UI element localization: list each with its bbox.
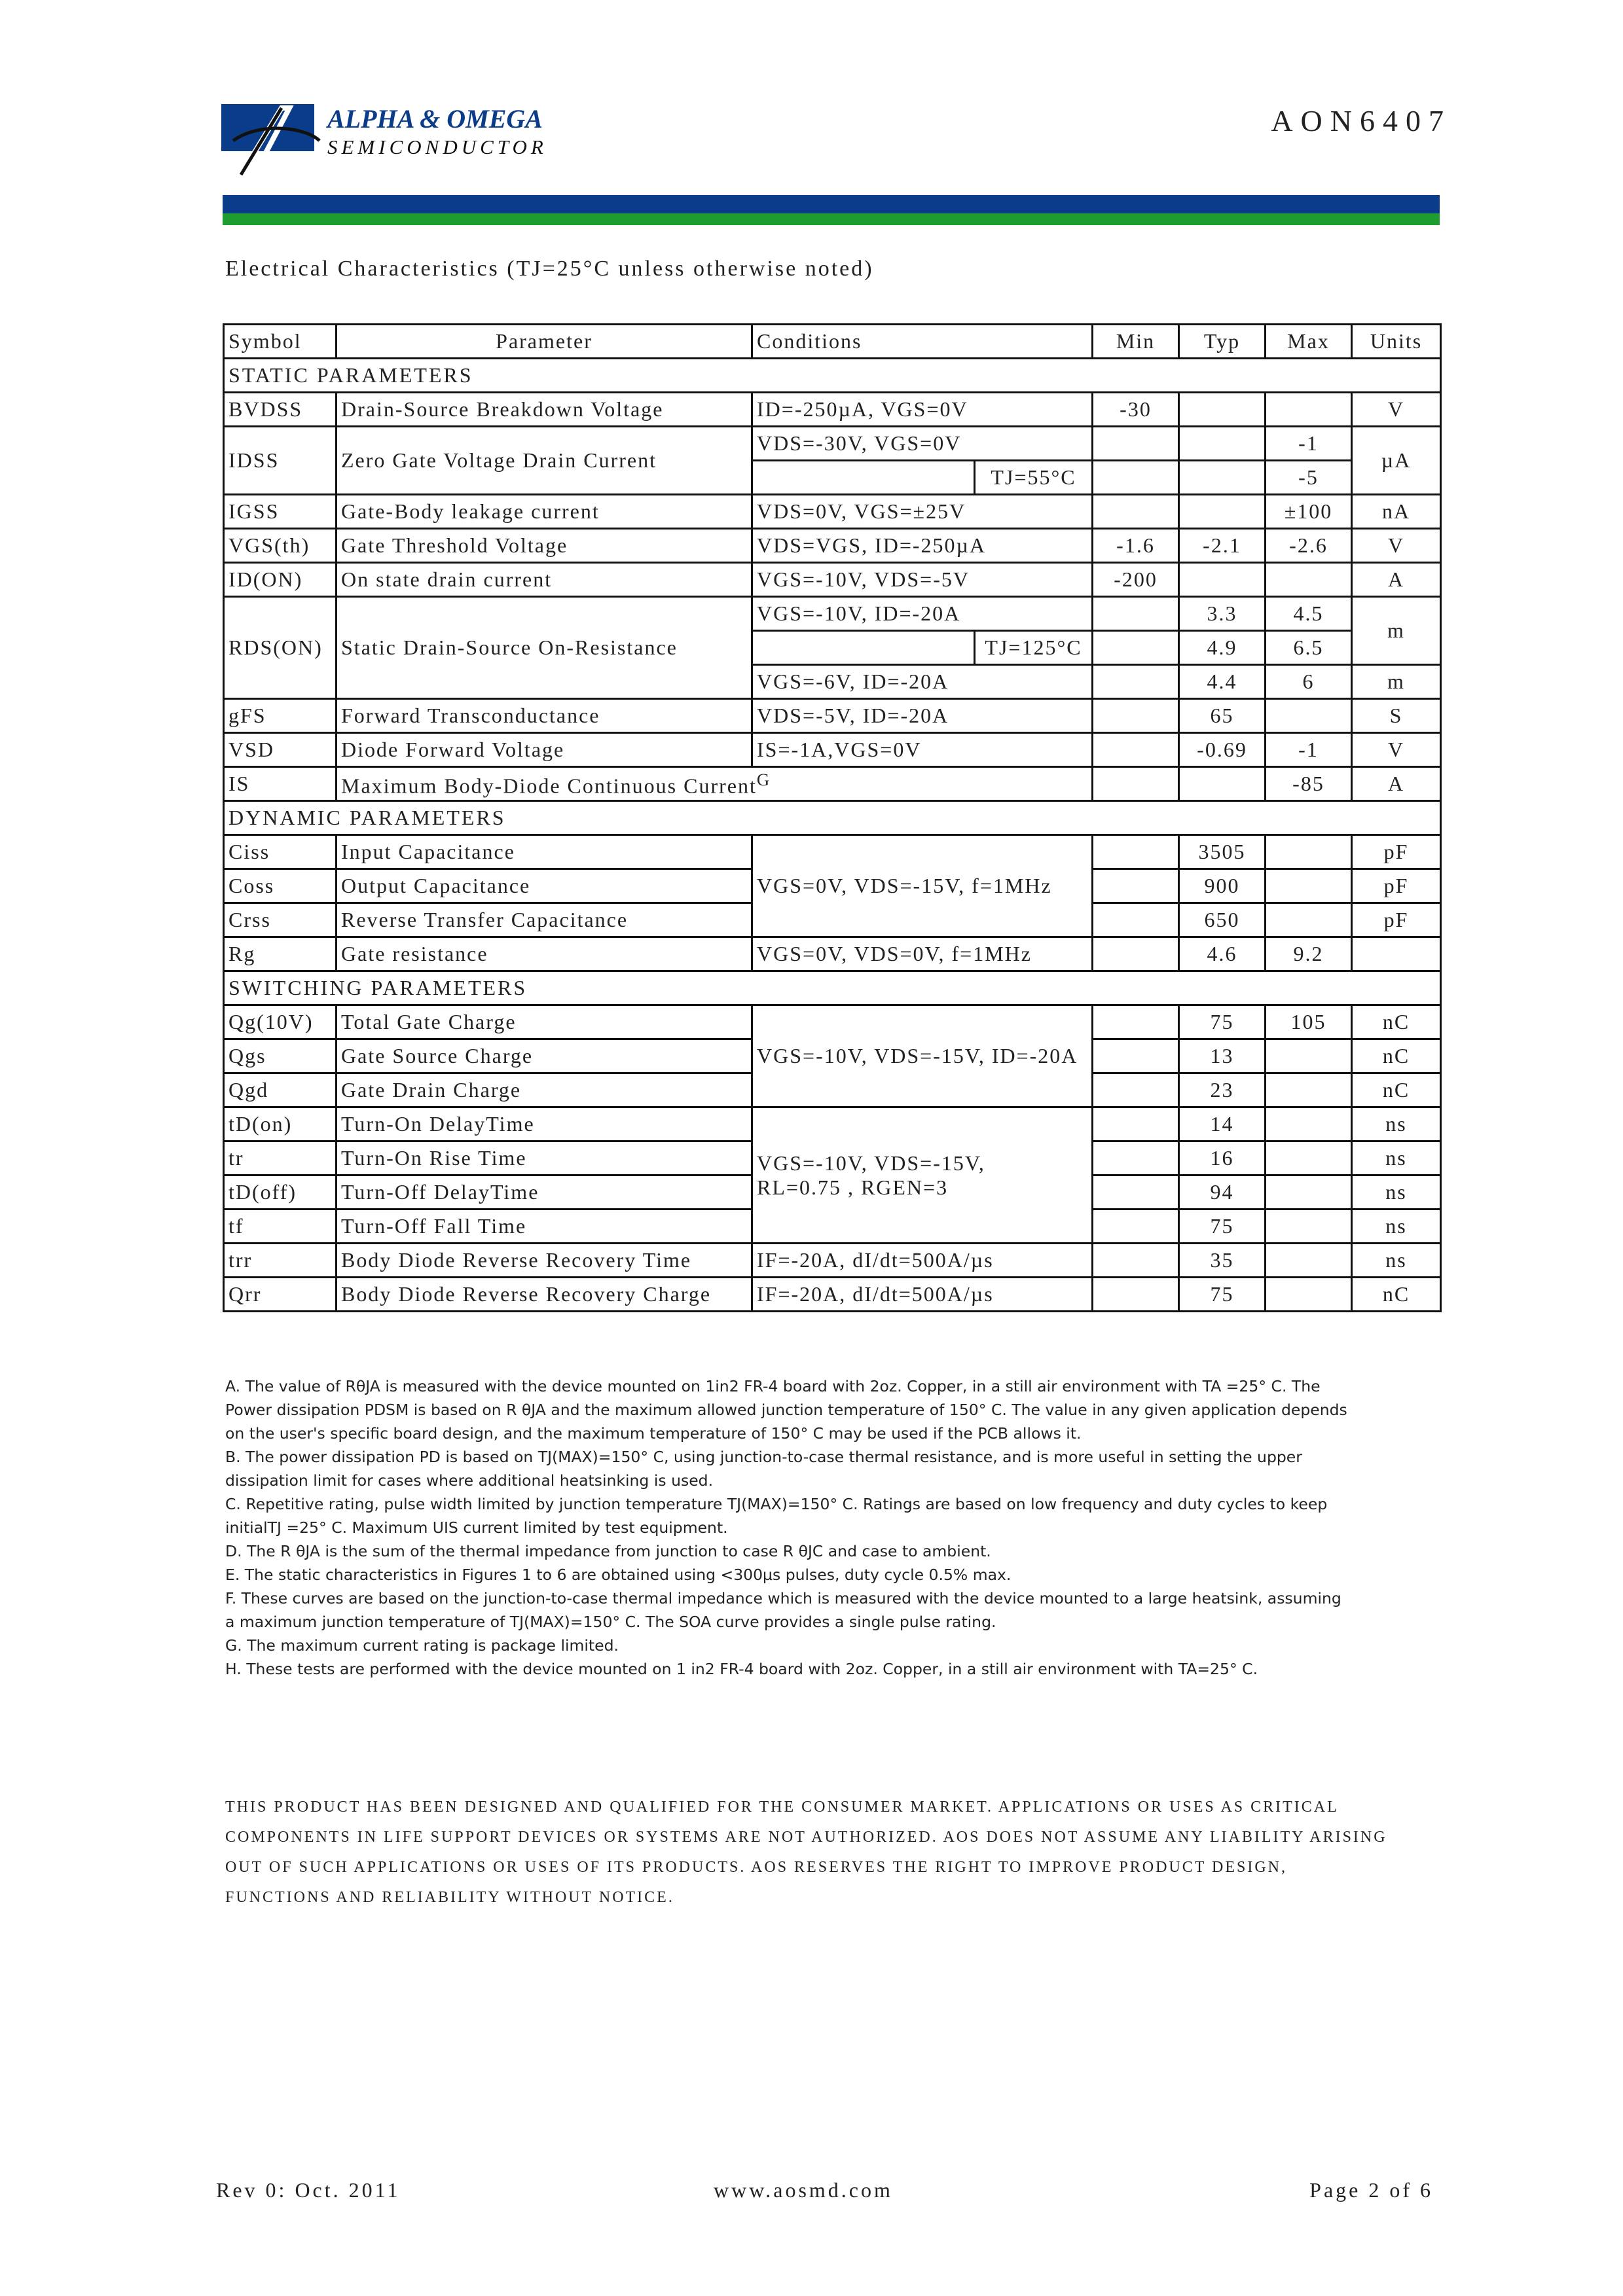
footnote-line: Power dissipation PDSM is based on R θJA and the maximum allowed junction temperature of 150° C. The value in any given application depends: [225, 1401, 1347, 1419]
max-cell: 6: [1266, 665, 1352, 699]
units-cell: µA: [1352, 427, 1441, 495]
symbol-cell: IS: [224, 767, 337, 801]
max-cell: -2.6: [1266, 529, 1352, 563]
typ-cell: 16: [1179, 1141, 1266, 1175]
typ-cell: 35: [1179, 1244, 1266, 1278]
units-cell: nC: [1352, 1039, 1441, 1073]
typ-cell: 14: [1179, 1107, 1266, 1141]
header-rule-blue: [223, 195, 1440, 213]
footnote-line: G. The maximum current rating is package limited.: [225, 1636, 619, 1655]
parameter-cell: Body Diode Reverse Recovery Charge: [337, 1278, 752, 1312]
min-cell: [1093, 1175, 1179, 1210]
units-cell: ns: [1352, 1175, 1441, 1210]
conditions-cell: VDS=0V, VGS=±25V: [752, 495, 1093, 529]
typ-cell: 3505: [1179, 835, 1266, 869]
conditions-spacer: [752, 461, 975, 495]
company-logo: [221, 101, 601, 180]
typ-cell: 75: [1179, 1005, 1266, 1039]
section-title: SWITCHING PARAMETERS: [224, 971, 1441, 1005]
parameter-text: Maximum Body-Diode Continuous Current: [341, 774, 757, 798]
footnote-line: A. The value of RθJA is measured with the device mounted on 1in2 FR-4 board with 2oz. Copper, in a still air environment with TA =25° C. The: [225, 1377, 1321, 1395]
symbol-cell: ID(ON): [224, 563, 337, 597]
conditions-cell: [752, 1107, 1093, 1244]
max-cell: [1266, 903, 1352, 937]
disclaimer-line: THIS PRODUCT HAS BEEN DESIGNED AND QUALIFIED FOR THE CONSUMER MARKET. APPLICATIONS OR USES AS CRITICAL: [225, 1799, 1339, 1816]
section-title: DYNAMIC PARAMETERS: [224, 801, 1441, 835]
footnote-line: a maximum junction temperature of TJ(MAX)=150° C. The SOA curve provides a single pulse rating.: [225, 1613, 996, 1631]
col-header-max: Max: [1266, 325, 1352, 359]
typ-cell: 94: [1179, 1175, 1266, 1210]
parameter-cell: Gate Threshold Voltage: [337, 529, 752, 563]
parameter-cell: On state drain current: [337, 563, 752, 597]
typ-cell: 23: [1179, 1073, 1266, 1107]
typ-cell: 3.3: [1179, 597, 1266, 631]
max-cell: [1266, 1107, 1352, 1141]
units-cell: m: [1352, 665, 1441, 699]
section-row-static: [224, 359, 1441, 393]
max-cell: 105: [1266, 1005, 1352, 1039]
table-row: [224, 529, 1441, 563]
company-name-line2: SEMICONDUCTOR: [327, 135, 547, 158]
min-cell: [1093, 1039, 1179, 1073]
typ-cell: 900: [1179, 869, 1266, 903]
footnote-line: D. The R θJA is the sum of the thermal impedance from junction to case R θJC and case to ambient.: [225, 1542, 991, 1560]
symbol-cell: tr: [224, 1141, 337, 1175]
max-cell: [1266, 1278, 1352, 1312]
typ-cell: 65: [1179, 699, 1266, 733]
min-cell: [1093, 835, 1179, 869]
section-row-dynamic: [224, 801, 1441, 835]
header-rule-green: [223, 213, 1440, 225]
max-cell: ±100: [1266, 495, 1352, 529]
max-cell: [1266, 835, 1352, 869]
parameter-cell: Forward Transconductance: [337, 699, 752, 733]
col-header-parameter: Parameter: [337, 325, 752, 359]
parameter-cell: Gate resistance: [337, 937, 752, 971]
col-header-symbol: Symbol: [224, 325, 337, 359]
symbol-cell: trr: [224, 1244, 337, 1278]
symbol-cell: RDS(ON): [224, 597, 337, 699]
electrical-characteristics-table: [223, 323, 1442, 1312]
symbol-cell: tD(on): [224, 1107, 337, 1141]
max-cell: [1266, 1039, 1352, 1073]
footnote-marker: G: [756, 769, 771, 789]
col-header-units: Units: [1352, 325, 1441, 359]
table-heading: Electrical Characteristics (TJ=25°C unless otherwise noted): [225, 257, 874, 281]
symbol-cell: Coss: [224, 869, 337, 903]
units-cell: nC: [1352, 1073, 1441, 1107]
typ-cell: [1179, 767, 1266, 801]
max-cell: 4.5: [1266, 597, 1352, 631]
footnote-line: dissipation limit for cases where additional heatsinking is used.: [225, 1471, 714, 1490]
conditions-spacer: [752, 631, 975, 665]
parameter-cell: Reverse Transfer Capacitance: [337, 903, 752, 937]
units-cell: A: [1352, 563, 1441, 597]
table-row: [224, 937, 1441, 971]
parameter-cell: Input Capacitance: [337, 835, 752, 869]
table-row: [224, 563, 1441, 597]
min-cell: [1093, 699, 1179, 733]
disclaimer-line: FUNCTIONS AND RELIABILITY WITHOUT NOTICE.: [225, 1889, 674, 1906]
units-cell: m: [1352, 597, 1441, 665]
typ-cell: [1179, 461, 1266, 495]
table-row: [224, 1244, 1441, 1278]
symbol-cell: BVDSS: [224, 393, 337, 427]
max-cell: [1266, 1175, 1352, 1210]
footnote-line: H. These tests are performed with the device mounted on 1 in2 FR-4 board with 2oz. Copper, in a still air environment with TA=25° C.: [225, 1660, 1258, 1678]
col-header-typ: Typ: [1179, 325, 1266, 359]
parameter-cell: Turn-On DelayTime: [337, 1107, 752, 1141]
units-cell: ns: [1352, 1210, 1441, 1244]
company-name-line1: ALPHA & OMEGA: [327, 104, 543, 134]
conditions-cell: VGS=0V, VDS=0V, f=1MHz: [752, 937, 1093, 971]
typ-cell: [1179, 427, 1266, 461]
table-row: [224, 495, 1441, 529]
typ-cell: [1179, 563, 1266, 597]
conditions-cell: VGS=0V, VDS=-15V, f=1MHz: [752, 835, 1093, 937]
parameter-cell: Drain-Source Breakdown Voltage: [337, 393, 752, 427]
conditions-cell: IS=-1A,VGS=0V: [752, 733, 1093, 767]
max-cell: [1266, 393, 1352, 427]
units-cell: pF: [1352, 835, 1441, 869]
min-cell: [1093, 461, 1179, 495]
section-title: STATIC PARAMETERS: [224, 359, 1441, 393]
symbol-cell: VSD: [224, 733, 337, 767]
typ-cell: 75: [1179, 1278, 1266, 1312]
units-cell: nA: [1352, 495, 1441, 529]
typ-cell: -2.1: [1179, 529, 1266, 563]
typ-cell: 13: [1179, 1039, 1266, 1073]
sub-condition-cell: TJ=125°C: [975, 631, 1093, 665]
symbol-cell: Rg: [224, 937, 337, 971]
typ-cell: 4.6: [1179, 937, 1266, 971]
min-cell: -30: [1093, 393, 1179, 427]
parameter-cell: Diode Forward Voltage: [337, 733, 752, 767]
parameter-cell: Gate Drain Charge: [337, 1073, 752, 1107]
symbol-cell: gFS: [224, 699, 337, 733]
table-row: [224, 733, 1441, 767]
symbol-cell: Crss: [224, 903, 337, 937]
max-cell: [1266, 1244, 1352, 1278]
max-cell: 6.5: [1266, 631, 1352, 665]
units-cell: V: [1352, 529, 1441, 563]
min-cell: [1093, 597, 1179, 631]
symbol-cell: Qgs: [224, 1039, 337, 1073]
units-cell: pF: [1352, 869, 1441, 903]
parameter-cell: Zero Gate Voltage Drain Current: [337, 427, 752, 495]
table-row: [224, 597, 1441, 631]
units-cell: ns: [1352, 1141, 1441, 1175]
table-row: [224, 767, 1441, 801]
max-cell: -1: [1266, 733, 1352, 767]
conditions-cell: VGS=-10V, VDS=-5V: [752, 563, 1093, 597]
min-cell: [1093, 1073, 1179, 1107]
symbol-cell: Qgd: [224, 1073, 337, 1107]
footnote-line: initialTJ =25° C. Maximum UIS current limited by test equipment.: [225, 1518, 728, 1537]
min-cell: [1093, 767, 1179, 801]
table-row: [224, 1107, 1441, 1141]
min-cell: [1093, 1278, 1179, 1312]
sub-condition-cell: TJ=55°C: [975, 461, 1093, 495]
footnotes: [225, 1374, 1436, 1681]
typ-cell: 75: [1179, 1210, 1266, 1244]
footnote-line: F. These curves are based on the junction-to-case thermal impedance which is measured with the device mounted to a large heatsink, assuming: [225, 1589, 1341, 1607]
parameter-cell: [337, 767, 1093, 801]
col-header-min: Min: [1093, 325, 1179, 359]
footnote-line: on the user's specific board design, and the maximum temperature of 150° C may be used if the PCB allows it.: [225, 1424, 1082, 1443]
max-cell: [1266, 699, 1352, 733]
conditions-cell: VDS=-30V, VGS=0V: [752, 427, 1093, 461]
min-cell: [1093, 937, 1179, 971]
max-cell: [1266, 869, 1352, 903]
typ-cell: [1179, 495, 1266, 529]
conditions-line: RL=0.75 , RGEN=3: [757, 1175, 949, 1199]
units-cell: nC: [1352, 1278, 1441, 1312]
units-cell: ns: [1352, 1244, 1441, 1278]
max-cell: [1266, 1210, 1352, 1244]
table-row: [224, 1278, 1441, 1312]
max-cell: -5: [1266, 461, 1352, 495]
table-row: [224, 427, 1441, 461]
min-cell: [1093, 1244, 1179, 1278]
min-cell: [1093, 869, 1179, 903]
footer-website[interactable]: www.aosmd.com: [714, 2178, 893, 2202]
table-row: [224, 1005, 1441, 1039]
parameter-cell: Static Drain-Source On-Resistance: [337, 597, 752, 699]
min-cell: [1093, 1141, 1179, 1175]
typ-cell: 650: [1179, 903, 1266, 937]
parameter-cell: Turn-Off Fall Time: [337, 1210, 752, 1244]
min-cell: [1093, 665, 1179, 699]
max-cell: [1266, 1141, 1352, 1175]
typ-cell: -0.69: [1179, 733, 1266, 767]
units-cell: [1352, 937, 1441, 971]
conditions-cell: IF=-20A, dI/dt=500A/µs: [752, 1278, 1093, 1312]
units-cell: ns: [1352, 1107, 1441, 1141]
typ-cell: 4.9: [1179, 631, 1266, 665]
typ-cell: 4.4: [1179, 665, 1266, 699]
table-header-row: [224, 325, 1441, 359]
parameter-cell: Body Diode Reverse Recovery Time: [337, 1244, 752, 1278]
min-cell: [1093, 1210, 1179, 1244]
max-cell: -1: [1266, 427, 1352, 461]
disclaimer-line: OUT OF SUCH APPLICATIONS OR USES OF ITS PRODUCTS. AOS RESERVES THE RIGHT TO IMPROVE PRODUCT DESIGN,: [225, 1859, 1287, 1876]
min-cell: [1093, 1107, 1179, 1141]
units-cell: V: [1352, 393, 1441, 427]
symbol-cell: IDSS: [224, 427, 337, 495]
table-row: [224, 835, 1441, 869]
table-row: [224, 699, 1441, 733]
table-row: [224, 393, 1441, 427]
min-cell: [1093, 631, 1179, 665]
conditions-cell: ID=-250µA, VGS=0V: [752, 393, 1093, 427]
min-cell: -200: [1093, 563, 1179, 597]
footer-revision: Rev 0: Oct. 2011: [216, 2178, 401, 2202]
parameter-cell: Turn-On Rise Time: [337, 1141, 752, 1175]
units-cell: nC: [1352, 1005, 1441, 1039]
parameter-cell: Gate Source Charge: [337, 1039, 752, 1073]
conditions-cell: VDS=-5V, ID=-20A: [752, 699, 1093, 733]
disclaimer-line: COMPONENTS IN LIFE SUPPORT DEVICES OR SYSTEMS ARE NOT AUTHORIZED. AOS DOES NOT ASSUME ANY LIABILITY ARISING: [225, 1829, 1387, 1846]
min-cell: [1093, 427, 1179, 461]
parameter-cell: Gate-Body leakage current: [337, 495, 752, 529]
parameter-cell: Turn-Off DelayTime: [337, 1175, 752, 1210]
min-cell: [1093, 1005, 1179, 1039]
max-cell: [1266, 1073, 1352, 1107]
min-cell: [1093, 495, 1179, 529]
part-number: AON6407: [1271, 104, 1451, 137]
symbol-cell: VGS(th): [224, 529, 337, 563]
symbol-cell: tf: [224, 1210, 337, 1244]
conditions-cell: IF=-20A, dI/dt=500A/µs: [752, 1244, 1093, 1278]
disclaimer: [225, 1792, 1443, 1912]
max-cell: [1266, 563, 1352, 597]
footer-page-number: Page 2 of 6: [1309, 2178, 1433, 2202]
symbol-cell: tD(off): [224, 1175, 337, 1210]
max-cell: 9.2: [1266, 937, 1352, 971]
conditions-cell: VDS=VGS, ID=-250µA: [752, 529, 1093, 563]
footnote-line: E. The static characteristics in Figures 1 to 6 are obtained using <300µs pulses, duty cycle 0.5% max.: [225, 1566, 1012, 1584]
symbol-cell: Qrr: [224, 1278, 337, 1312]
units-cell: pF: [1352, 903, 1441, 937]
conditions-cell: VGS=-10V, ID=-20A: [752, 597, 1093, 631]
parameter-cell: Output Capacitance: [337, 869, 752, 903]
typ-cell: [1179, 393, 1266, 427]
units-cell: V: [1352, 733, 1441, 767]
conditions-line: VGS=-10V, VDS=-15V,: [757, 1151, 985, 1175]
units-cell: S: [1352, 699, 1441, 733]
section-row-switching: [224, 971, 1441, 1005]
symbol-cell: Qg(10V): [224, 1005, 337, 1039]
min-cell: -1.6: [1093, 529, 1179, 563]
conditions-cell: VGS=-10V, VDS=-15V, ID=-20A: [752, 1005, 1093, 1107]
min-cell: [1093, 733, 1179, 767]
units-cell: A: [1352, 767, 1441, 801]
min-cell: [1093, 903, 1179, 937]
col-header-conditions: Conditions: [752, 325, 1093, 359]
symbol-cell: Ciss: [224, 835, 337, 869]
footnote-line: B. The power dissipation PD is based on TJ(MAX)=150° C, using junction-to-case thermal resistance, and is more useful in setting the upper: [225, 1448, 1302, 1466]
footnote-line: C. Repetitive rating, pulse width limited by junction temperature TJ(MAX)=150° C. Ratings are based on low frequency and duty cycles to keep: [225, 1495, 1328, 1513]
conditions-cell: VGS=-6V, ID=-20A: [752, 665, 1093, 699]
symbol-cell: IGSS: [224, 495, 337, 529]
parameter-cell: Total Gate Charge: [337, 1005, 752, 1039]
max-cell: -85: [1266, 767, 1352, 801]
